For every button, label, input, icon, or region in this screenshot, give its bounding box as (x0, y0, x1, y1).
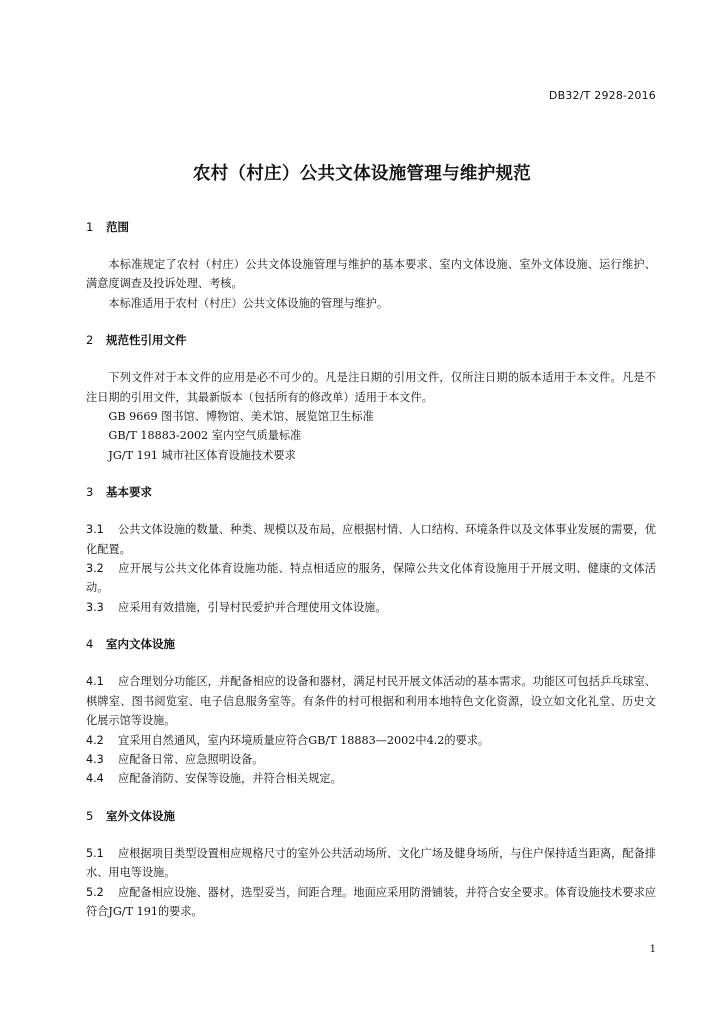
clause (86, 598, 656, 617)
section-title: 室内文体设施 (106, 637, 175, 652)
clause (86, 844, 656, 883)
section-normative-references (86, 330, 656, 465)
clause-text: 应配备日常、应急照明设备。 (118, 752, 264, 766)
section-scope (86, 217, 656, 313)
section-heading (86, 634, 656, 654)
section-heading (86, 330, 656, 350)
page-number: 1 (649, 944, 656, 955)
clause (86, 559, 656, 598)
section-heading (86, 806, 656, 826)
clause-text: 应根据项目类型设置相应规格尺寸的室外公共活动场所、文化广场及健身场所，与住户保持适当距离，配备排水、用电等设施。 (86, 846, 656, 880)
section-basic-requirements (86, 482, 656, 617)
clause-number: 3.2 (86, 562, 104, 576)
paragraph: 本标准规定了农村（村庄）公共文体设施管理与维护的基本要求、室内文体设施、室外文体设施、运行维护、满意度调查及投诉处理、考核。 (86, 258, 656, 291)
reference-item: GB/T 18883-2002 室内空气质量标准 (108, 429, 302, 443)
section-title: 范围 (106, 220, 129, 234)
clause-text: 应合理划分功能区，并配备相应的设备和器材，满足村民开展文体活动的基本需求。功能区可包括乒乓球室、棋牌室、图书阅览室、电子信息服务室等。有条件的村可根据和利用本地特色文化资源，设立如文化礼堂、历史文化展示馆等设施。 (86, 675, 656, 728)
clause-number: 3.3 (86, 600, 104, 614)
clause-number: 4.3 (86, 752, 104, 766)
section-title: 规范性引用文件 (106, 333, 187, 348)
reference-item: GB 9669 图书馆、博物馆、美术馆、展览馆卫生标准 (108, 410, 374, 424)
clause-text: 公共文体设施的数量、种类、规模以及布局，应根据村情、人口结构、环境条件以及文体事业发展的需要，优化配置。 (86, 523, 656, 556)
clause (86, 883, 656, 922)
section-title: 室外文体设施 (106, 808, 175, 823)
clause (86, 750, 656, 769)
section-outdoor-facilities (86, 806, 656, 922)
paragraph: 下列文件对于本文件的应用是必不可少的。凡是注日期的引用文件，仅所注日期的版本适用于本文件。凡是不注日期的引用文件，其最新版本（包括所有的修改单）适用于本文件。 (86, 371, 656, 404)
clause-number: 3.1 (86, 523, 104, 537)
section-number: 2 (86, 333, 94, 348)
clause-number: 4.4 (86, 772, 104, 786)
clause (86, 672, 656, 730)
standard-code: DB32/T 2928-2016 (548, 89, 656, 102)
clause-number: 5.2 (86, 885, 104, 899)
paragraph: 本标准适用于农村（村庄）公共文体设施的管理与维护。 (108, 296, 389, 310)
clause-text: 宜采用自然通风，室内环境质量应符合GB/T 18883—2002中4.2的要求。 (118, 733, 490, 747)
section-number: 3 (86, 485, 94, 500)
clause (86, 769, 656, 788)
section-heading (86, 482, 656, 502)
clause (86, 520, 656, 559)
clause (86, 731, 656, 750)
clause-text: 应开展与公共文化体育设施功能、特点相适应的服务，保障公共文化体育设施用于开展文明、健康的文体活动。 (86, 562, 656, 595)
section-number: 1 (86, 220, 94, 234)
clause-number: 4.1 (86, 675, 104, 689)
clause-text: 应配备相应设施、器材，选型妥当，间距合理。地面应采用防滑铺装，并符合安全要求。体育设施技术要求应符合JG/T 191的要求。 (86, 885, 656, 918)
document-title: 农村（村庄）公共文体设施管理与维护规范 (192, 164, 532, 184)
document-body (86, 217, 656, 921)
section-heading (86, 217, 656, 237)
section-number: 4 (86, 637, 94, 652)
clause-text: 应采用有效措施，引导村民爱护并合理使用文体设施。 (118, 600, 387, 614)
clause-number: 4.2 (86, 733, 104, 747)
section-title: 基本要求 (106, 485, 152, 500)
reference-item: JG/T 191 城市社区体育设施技术要求 (108, 448, 296, 462)
clause-text: 应配备消防、安保等设施，并符合相关规定。 (118, 772, 342, 786)
section-number: 5 (86, 808, 94, 823)
clause-number: 5.1 (86, 846, 104, 860)
section-indoor-facilities (86, 634, 656, 788)
